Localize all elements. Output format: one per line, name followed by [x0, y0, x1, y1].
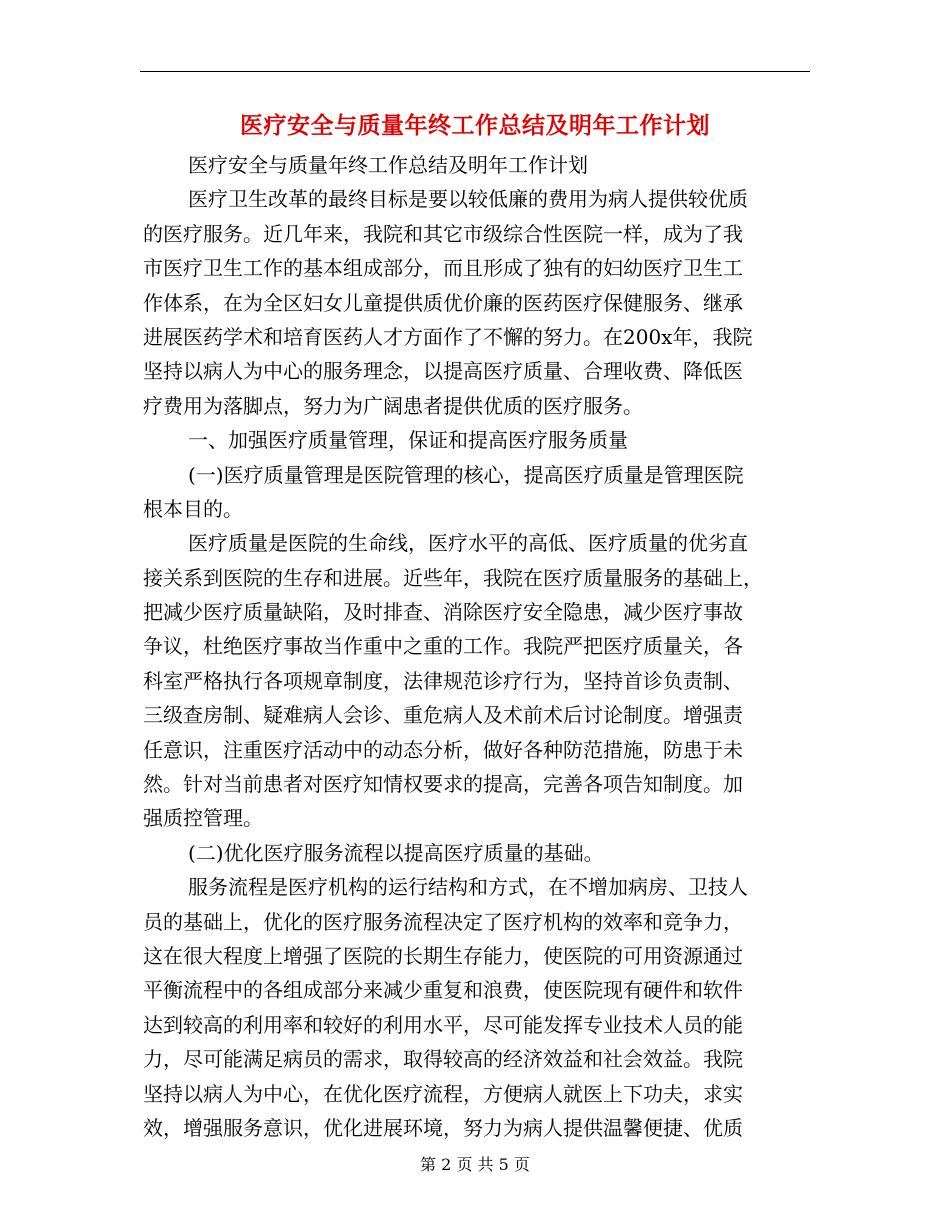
paragraph-line: 作体系，在为全区妇女儿童提供质优价廉的医药医疗保健服务、继承: [143, 290, 743, 315]
paragraph-line: 达到较高的利用率和较好的利用水平，尽可能发挥专业技术人员的能: [143, 1012, 743, 1037]
page-number: 第 2 页 共 5 页: [420, 1155, 530, 1174]
paragraph-line: 医疗卫生改革的最终目标是要以较低廉的费用为病人提供较优质: [188, 187, 748, 212]
paragraph-line: 员的基础上，优化的医疗服务流程决定了医疗机构的效率和竞争力，: [143, 909, 743, 934]
paragraph-line: 医疗质量是医院的生命线，医疗水平的高低、医疗质量的优劣直: [188, 531, 748, 556]
paragraph-line: 坚持以病人为中心，在优化医疗流程，方便病人就医上下功夫，求实: [143, 1081, 743, 1106]
subsection-heading: (二)优化医疗服务流程以提高医疗质量的基础。: [188, 840, 604, 865]
section-heading: 一、加强医疗质量管理，保证和提高医疗服务质量: [188, 428, 628, 453]
paragraph-line: 力，尽可能满足病员的需求，取得较高的经济效益和社会效益。我院: [143, 1047, 743, 1072]
paragraph-line: 然。针对当前患者对医疗知情权要求的提高，完善各项告知制度。加: [143, 772, 743, 797]
paragraph-line: 三级查房制、疑难病人会诊、重危病人及术前术后讨论制度。增强责: [143, 703, 743, 728]
paragraph-line: 医疗安全与质量年终工作总结及明年工作计划: [188, 153, 588, 177]
paragraph-line: 把减少医疗质量缺陷，及时排查、消除医疗安全隐患，减少医疗事故: [143, 600, 743, 625]
paragraph-line: 服务流程是医疗机构的运行结构和方式，在不增加病房、卫技人: [188, 875, 748, 900]
paragraph-line: 这在很大程度上增强了医院的长期生存能力，使医院的可用资源通过: [143, 943, 743, 968]
paragraph-line: 效，增强服务意识，优化进展环境，努力为病人提供温馨便捷、优质: [143, 1115, 743, 1140]
paragraph-line: 进展医药学术和培育医药人才方面作了不懈的努力。在200x年，我院: [143, 324, 753, 349]
paragraph-line: 平衡流程中的各组成部分来减少重复和浪费，使医院现有硬件和软件: [143, 978, 743, 1003]
paragraph-line: 坚持以病人为中心的服务理念，以提高医疗质量、合理收费、降低医: [143, 359, 743, 384]
paragraph-line: 任意识，注重医疗活动中的动态分析，做好各种防范措施，防患于未: [143, 737, 743, 762]
subsection-heading: (一)医疗质量管理是医院管理的核心，提高医疗质量是管理医院: [188, 462, 744, 487]
paragraph-line: 强质控管理。: [143, 806, 263, 831]
header-rule: [140, 71, 810, 72]
paragraph-line: 接关系到医院的生存和进展。近些年，我院在医疗质量服务的基础上，: [143, 565, 763, 590]
paragraph-line: 市医疗卫生工作的基本组成部分，而且形成了独有的妇幼医疗卫生工: [143, 256, 743, 281]
paragraph-line: 疗费用为落脚点，努力为广阔患者提供优质的医疗服务。: [143, 393, 643, 418]
paragraph-line: 争议，杜绝医疗事故当作重中之重的工作。我院严把医疗质量关，各: [143, 634, 743, 659]
paragraph-line: 根本目的。: [143, 496, 243, 521]
paragraph-line: 的医疗服务。近几年来，我院和其它市级综合性医院一样，成为了我: [143, 221, 743, 246]
document-title: 医疗安全与质量年终工作总结及明年工作计划: [240, 112, 710, 139]
paragraph-line: 科室严格执行各项规章制度，法律规范诊疗行为，坚持首诊负责制、: [143, 668, 743, 693]
body-text: [143, 148, 805, 1145]
